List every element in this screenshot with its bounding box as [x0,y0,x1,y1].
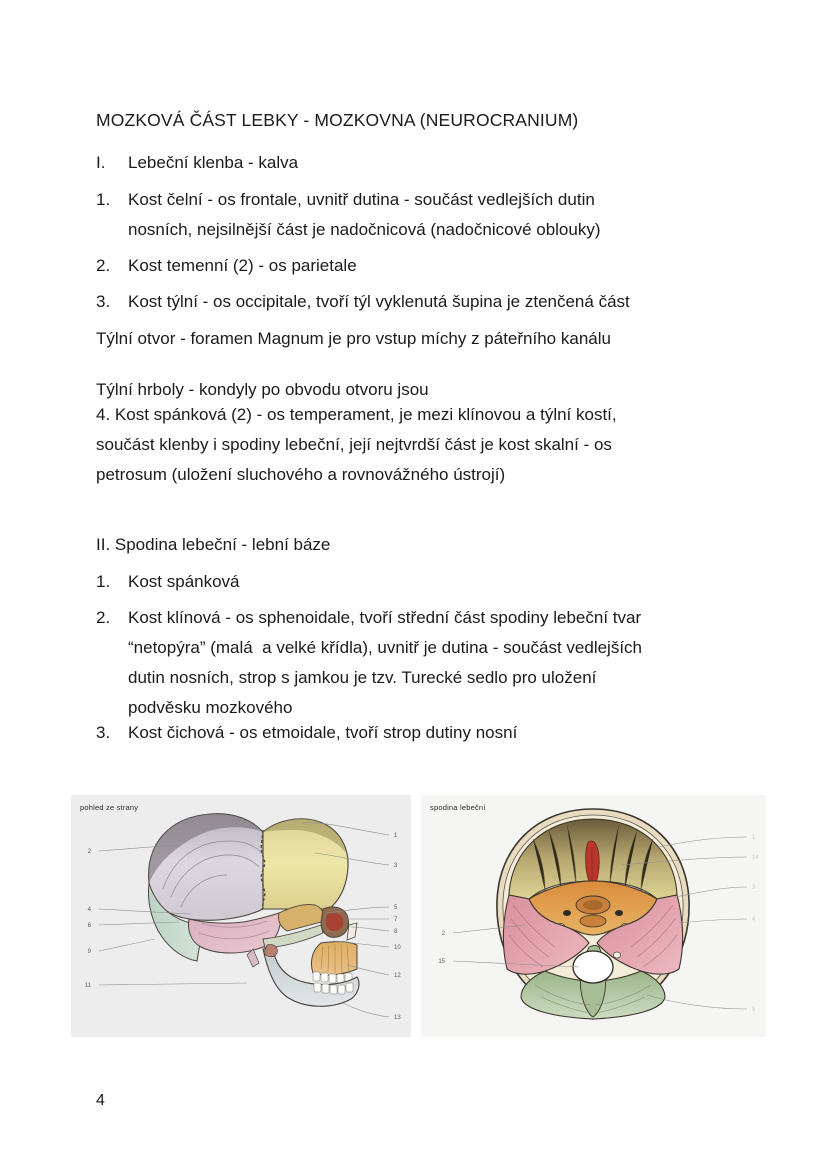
figure-label: 6 [87,923,91,929]
figure-label: 15 [438,959,445,965]
text-line: Kost čichová - os etmoidale, tvoří strop dutiny nosní [128,723,518,742]
figure-label: 9 [87,949,91,955]
text-line: Lebeční klenba - kalva [128,153,299,172]
text-line: Kost spánková [128,572,240,591]
list-item [96,603,768,723]
list-marker: 3. [96,292,111,311]
text-line: dutin nosních, strop s jamkou je tzv. Turecké sedlo pro uložení [128,668,597,687]
text-line: Týlní hrboly - kondyly po obvodu otvoru jsou [96,380,429,399]
list-item [96,251,768,281]
list-marker: 3. [96,723,111,742]
paragraph-kost-spankova [96,400,786,490]
text-line: 4. Kost spánková (2) - os temperament, je mezi klínovou a týlní kostí, [96,405,617,424]
page-number: 4 [96,1092,105,1109]
figure-label: 11 [84,983,91,989]
list-marker: 1. [96,190,111,209]
figure-label: 3 [394,863,398,869]
figure-label: 2 [441,931,445,937]
list-marker: I. [96,153,106,172]
figure-label: 12 [394,973,401,979]
figure-label: 14 [752,855,759,861]
text-line: petrosum (uložení sluchového a rovnovážného ústrojí) [96,465,506,484]
figure-skull-base [421,795,766,1037]
list-body [128,148,768,178]
frontal-bone [263,819,348,909]
list-item-section-i-heading [96,148,768,178]
figure-label: 10 [394,945,401,951]
figure-label: 1 [394,833,398,839]
figure-lateral-skull [71,795,411,1037]
figure-label: 4 [752,917,756,923]
figure-label: 1 [752,835,756,841]
list-body [128,603,768,723]
text-line: Týlní otvor - foramen Magnum je pro vstup míchy z páteřního kanálu [96,329,611,348]
list-body [128,251,768,281]
text-line: součást klenby i spodiny lebeční, její nejtvrdší část je kost skalní - os [96,435,612,454]
lateral-skull-illustration [71,795,411,1037]
list-body [128,287,768,317]
list-body [128,185,768,245]
text-line: Kost klínová - os sphenoidale, tvoří střední část spodiny lebeční tvar [128,608,642,627]
text-line: “netopýra” (malá a velké křídla), uvnitř je dutina - součást vedlejších [128,638,643,657]
list-item [96,287,768,317]
maxilla [311,942,357,975]
text-line: Kost temenní (2) - os parietale [128,256,357,275]
figure-label: 2 [87,849,91,855]
page-title: MOZKOVÁ ČÁST LEBKY - MOZKOVNA (NEUROCRANIUM) [96,110,579,130]
text-line: podvěsku mozkového [128,698,293,717]
text-line: II. Spodina lebeční - lební báze [96,535,331,554]
skull-base-illustration [421,795,766,1037]
figure-label: 3 [752,885,756,891]
figure-label: 4 [87,907,91,913]
figure-label: 9 [752,1007,756,1013]
figure-label: 8 [394,929,398,935]
list-body [128,718,768,748]
figure-row [71,795,766,1037]
list-marker: 2. [96,256,111,275]
text-line: nosních, nejsilnější část je nadočnicová (nadočnicové oblouky) [128,220,601,239]
list-marker: 1. [96,572,111,591]
text-line: Kost týlní - os occipitale, tvoří týl vyklenutá šupina je ztenčená část [128,292,630,311]
figure-caption: spodina lebeční [430,803,486,812]
figure-label: 13 [394,1015,401,1021]
figure-caption: pohled ze strany [80,803,139,812]
section-ii-heading [96,530,786,560]
list-body [128,567,768,597]
figure-label: 7 [394,917,398,923]
text-line: Kost čelní - os frontale, uvnitř dutina - součást vedlejších dutin [128,190,595,209]
list-item [96,567,768,597]
list-item [96,185,768,245]
list-marker: 2. [96,608,111,627]
list-item [96,718,768,748]
paragraph-tylni-otvor [96,324,786,354]
figure-label: 5 [394,905,398,911]
